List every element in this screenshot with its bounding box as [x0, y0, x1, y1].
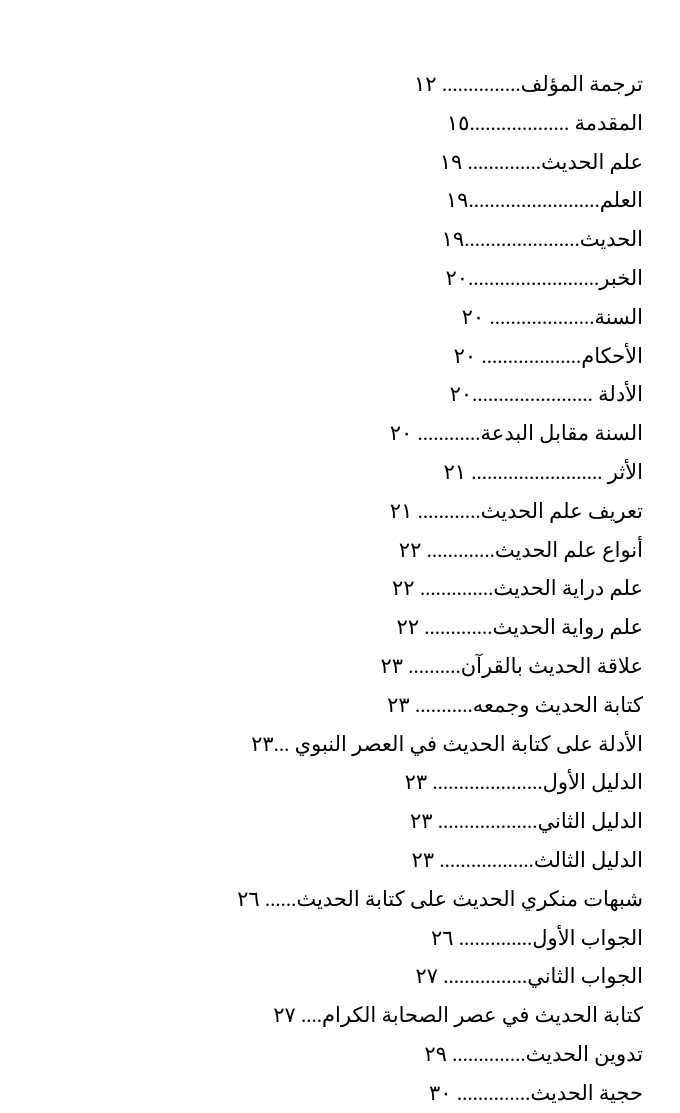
- toc-entry-text: الجواب الثاني................ ٢٧: [415, 964, 643, 989]
- toc-entry-rulings: [123, 337, 643, 376]
- toc-entry-codification: [123, 1035, 643, 1074]
- toc-entry-second-evidence: [123, 802, 643, 841]
- toc-entry-first-answer: [123, 919, 643, 958]
- toc-entry-text: الخبر.........................٢٠: [445, 265, 643, 290]
- toc-entry-text: حجية الحديث.............. ٣٠: [429, 1080, 643, 1105]
- toc-entry-evidence-prophetic-era: [123, 725, 643, 764]
- toc-entry-text: أنواع علم الحديث............. ٢٢: [398, 537, 643, 562]
- toc-entry-hadith: [123, 220, 643, 259]
- toc-entry-text: علم دراية الحديث.............. ٢٢: [392, 576, 643, 601]
- toc-entry-text: علم الحديث.............. ١٩: [439, 149, 643, 174]
- toc-entry-third-evidence: [123, 841, 643, 880]
- toc-entry-dirayah: [123, 569, 643, 608]
- toc-entry-definition: [123, 492, 643, 531]
- toc-entry-text: تدوين الحديث.............. ٢٩: [424, 1041, 643, 1066]
- toc-entry-text: العلم.........................١٩: [445, 188, 643, 213]
- toc-entry-text: الدليل الثالث.................. ٢٣: [411, 847, 643, 872]
- toc-entry-text: علاقة الحديث بالقرآن.......... ٢٣: [380, 653, 643, 678]
- toc-entry-text: الدليل الثاني................... ٢٣: [409, 809, 643, 834]
- toc-entry-text: الأثر ......................... ٢١: [443, 459, 643, 484]
- toc-entry-second-answer: [123, 957, 643, 996]
- toc-entry-sunnah-vs-bidah: [123, 414, 643, 453]
- toc-entry-text: المقدمة ...................١٥: [446, 110, 643, 135]
- toc-entry-evidence: [123, 375, 643, 414]
- toc-entry-text: كتابة الحديث في عصر الصحابة الكرام.... ٢٧: [273, 1003, 643, 1028]
- toc-entry-writing-collecting: [123, 686, 643, 725]
- toc-entry-khabar: [123, 259, 643, 298]
- toc-entry-knowledge: [123, 181, 643, 220]
- toc-entry-athar: [123, 453, 643, 492]
- toc-entry-types: [123, 531, 643, 570]
- toc-entry-objections: [123, 880, 643, 919]
- toc-entry-author-biography: [123, 65, 643, 104]
- toc-entry-sunnah: [123, 298, 643, 337]
- toc-entry-text: علم رواية الحديث............. ٢٢: [396, 615, 643, 640]
- toc-entry-text: ترجمة المؤلف............... ١٢: [414, 72, 643, 96]
- toc-entry-introduction: [123, 104, 643, 143]
- toc-entry-text: الأحكام................... ٢٠: [453, 343, 643, 368]
- toc-entry-relation-quran: [123, 647, 643, 686]
- toc-entry-authority: [123, 1074, 643, 1113]
- toc-entry-text: الدليل الأول..................... ٢٣: [404, 770, 643, 795]
- toc-entry-text: شبهات منكري الحديث على كتابة الحديث...... ٢٦: [237, 886, 643, 911]
- toc-entry-text: الجواب الأول.............. ٢٦: [430, 925, 643, 950]
- toc-entry-first-evidence: [123, 763, 643, 802]
- toc-entry-text: الحديث......................١٩: [441, 227, 643, 252]
- table-of-contents: [123, 65, 643, 1113]
- toc-entry-text: الأدلة .......................٢٠: [449, 382, 643, 407]
- toc-entry-text: كتابة الحديث وجمعه........... ٢٣: [387, 692, 643, 717]
- toc-entry-text: تعريف علم الحديث............ ٢١: [389, 498, 643, 523]
- toc-entry-text: الأدلة على كتابة الحديث في العصر النبوي ...٢٣: [251, 731, 643, 756]
- toc-entry-text: السنة مقابل البدعة............ ٢٠: [389, 421, 643, 446]
- toc-entry-companions-era: [123, 996, 643, 1035]
- toc-entry-riwayah: [123, 608, 643, 647]
- toc-entry-text: السنة.................... ٢٠: [461, 304, 643, 329]
- toc-entry-hadith-science: [123, 143, 643, 182]
